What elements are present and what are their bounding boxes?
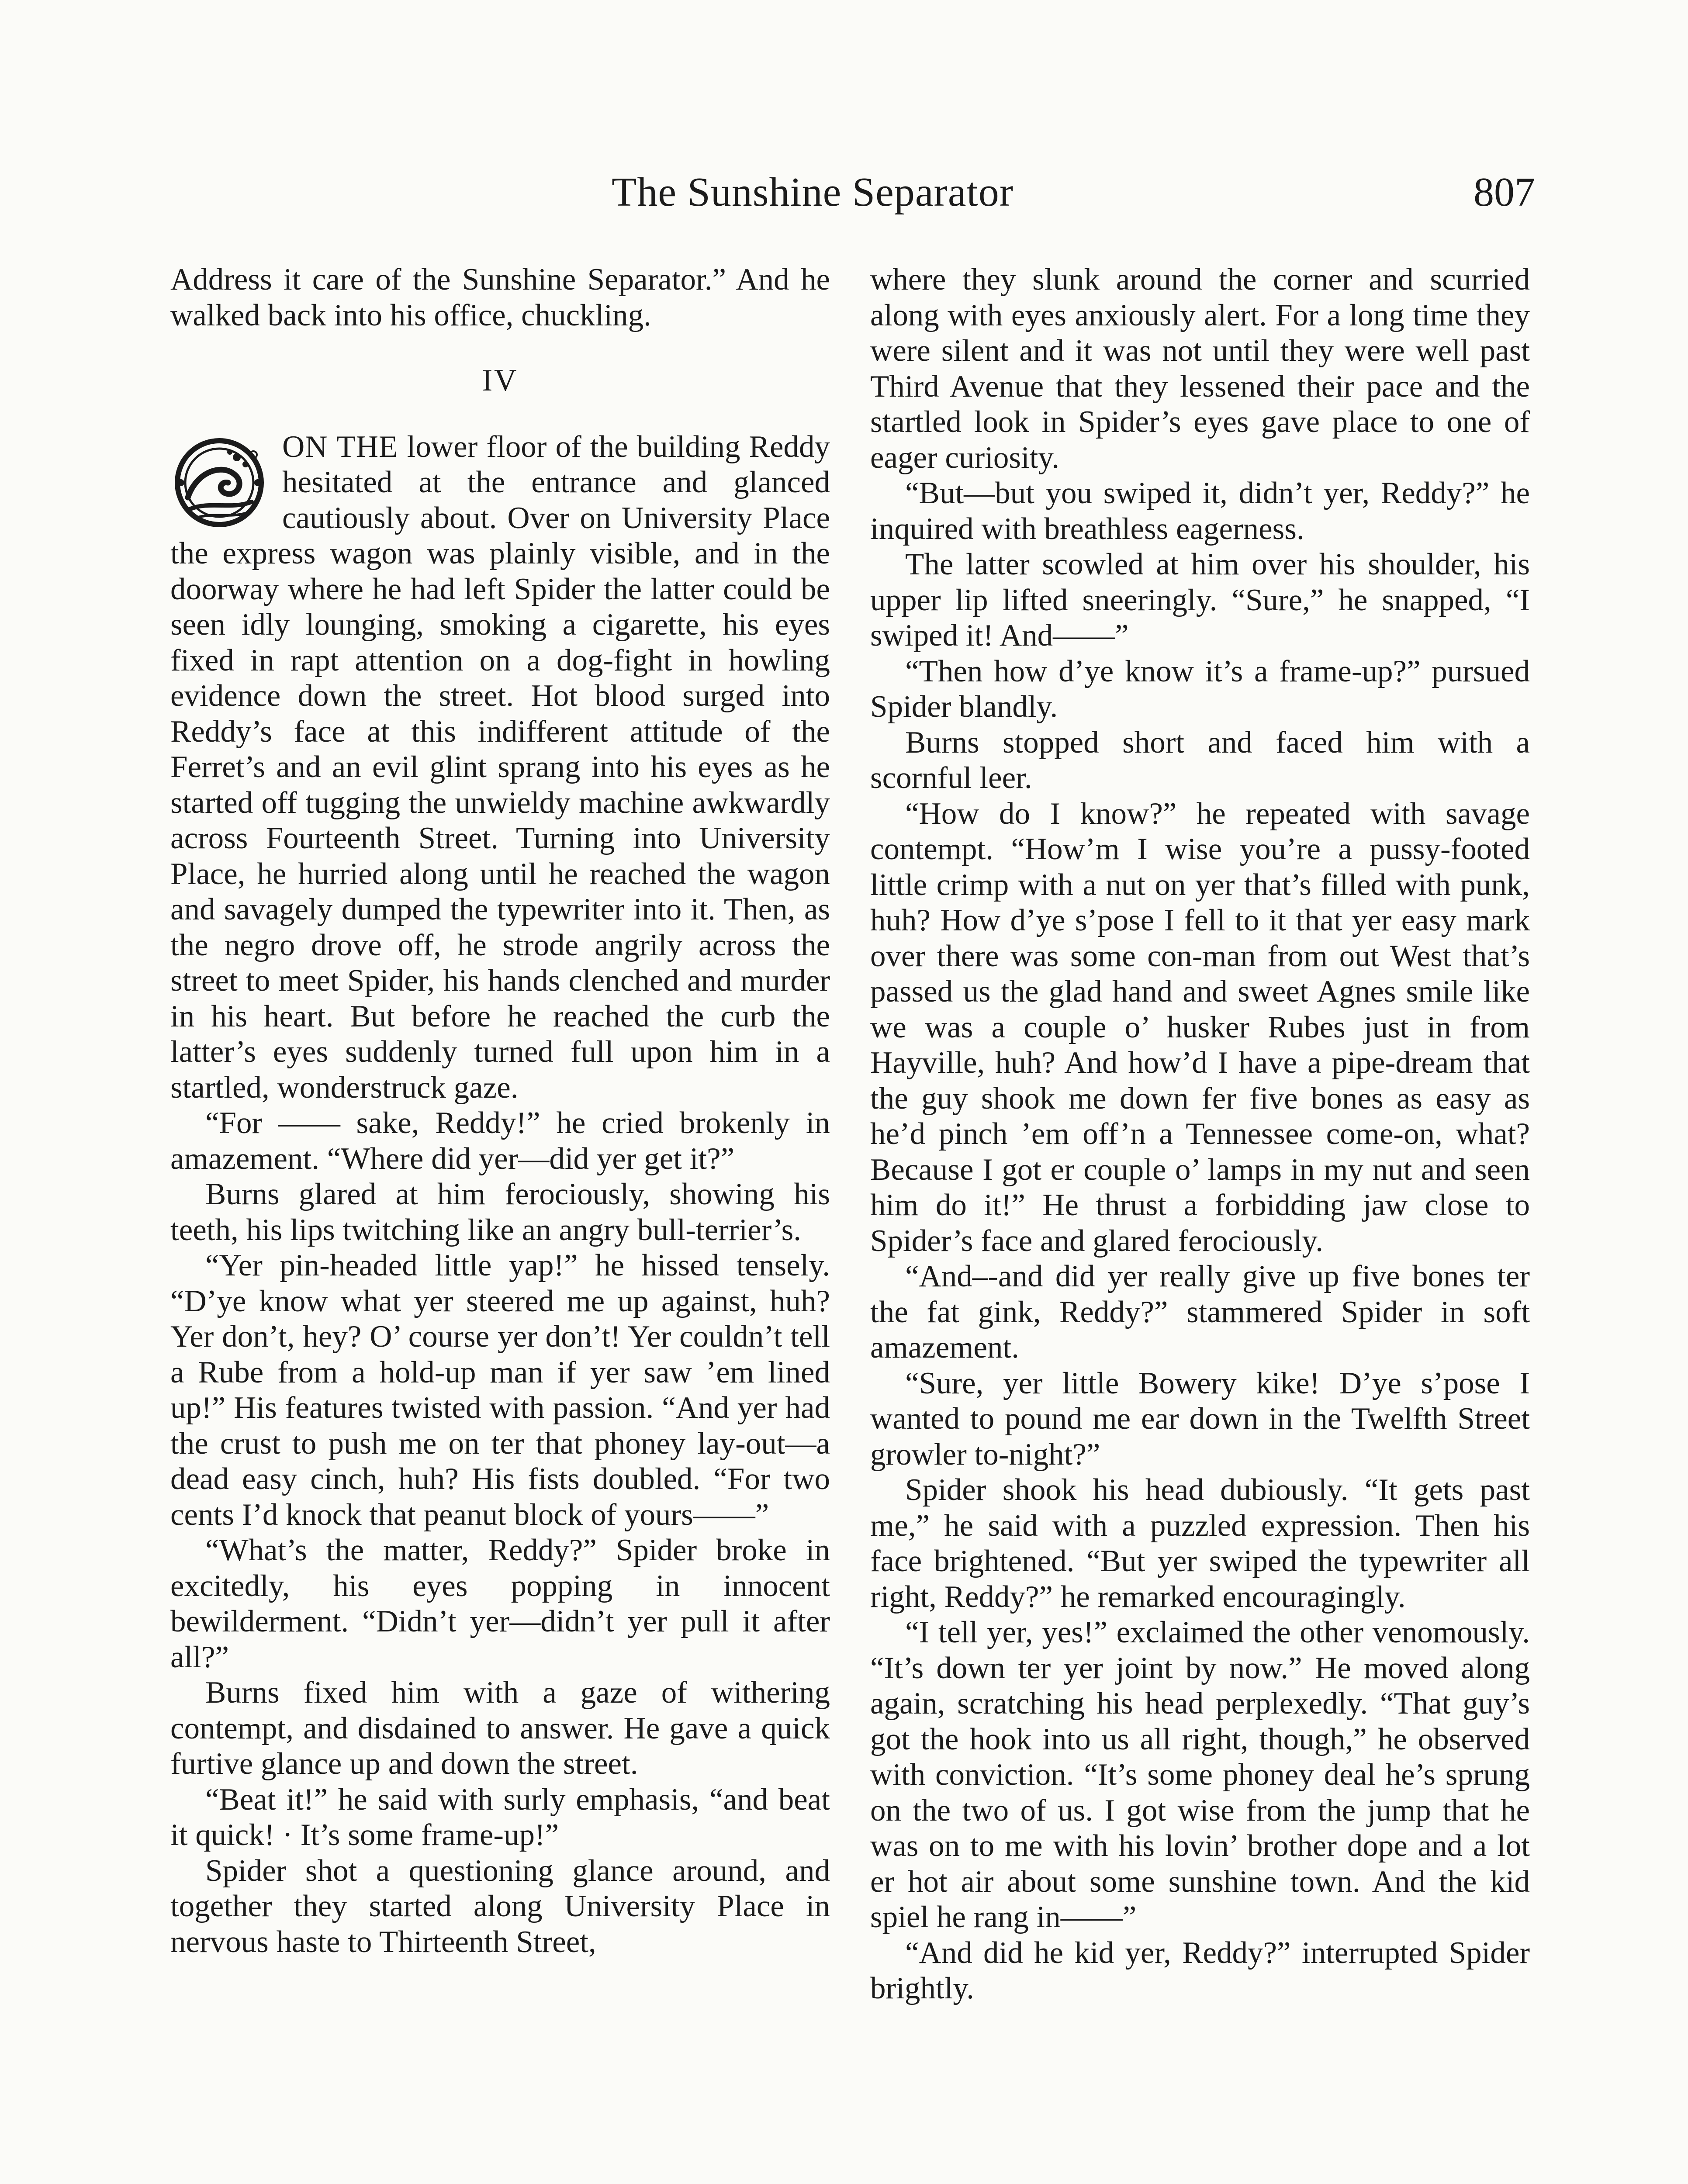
- left-paragraph-0: Address it care of the Sunshine Separator.” And he walked back into his office, chuckling.: [170, 263, 830, 332]
- right-paragraph-5: “How do I know?” he repeated with savage contempt. “How’m I wise you’re a pussy-footed little crimp with a nut on yer that’s filled with punk, huh? How d’ye s’pose I fell to it that yer easy mark over there was some con-man from out West that’s passed us the glad hand and sweet Agnes smile like we was a couple o’ husker Rubes just in from Hayville, huh? And how’d I have a pipe-dream that the guy shook me down fer five bones as easy as he’d pinch ’em off’n a Tennessee come-on, what? Because I got er couple o’ lamps in my nut and seen him do it!” He thrust a forbidding jaw close to Spider’s face and glared ferociously.: [870, 796, 1530, 1258]
- right-paragraph-4: Burns stopped short and faced him with a scornful leer.: [870, 725, 1530, 795]
- left-paragraph-8: Spider shot a questioning glance around, and together they started along University Place in nervous haste to Thirteenth Street,: [170, 1853, 830, 1959]
- right-paragraph-0: where they slunk around the corner and scurried along with eyes anxiously alert. For a long time they were silent and it was not until they were well past Third Avenue that they lessened their pace and the startled look in Spider’s eyes gave place to one of eager curiosity.: [870, 263, 1530, 475]
- left-paragraph-4: “Yer pin-headed little yap!” he hissed tensely. “D’ye know what yer steered me up against, huh? Yer don’t, hey? O’ course yer don’t! Yer couldn’t tell a Rube from a hold-up man if yer saw ’em lined up!” His features twisted with passion. “And yer had the crust to push me on ter that phoney lay-out—a dead easy cinch, huh? His fists doubled. “For two cents I’d knock that peanut block of yours——”: [170, 1248, 830, 1532]
- right-paragraph-10: “And did he kid yer, Reddy?” interrupted Spider brightly.: [870, 1935, 1530, 2005]
- right-paragraph-7: “Sure, yer little Bowery kike! D’ye s’pose I wanted to pound me ear down in the Twelfth Street growler to-night?”: [870, 1366, 1530, 1472]
- left-column: [170, 262, 830, 1960]
- left-paragraph-3: Burns glared at him ferociously, showing his teeth, his lips twitching like an angry bull-terrier’s.: [170, 1177, 830, 1247]
- right-paragraph-3: “Then how d’ye know it’s a frame-up?” pursued Spider blandly.: [870, 654, 1530, 724]
- ornamental-wave-initial-icon: [170, 432, 270, 532]
- right-paragraph-9: “I tell yer, yes!” exclaimed the other venomously. “It’s down ter yer joint by now.” He moved along again, scratching his head perplexedly. “That guy’s got the hook into us all right, though,” he observed with conviction. “It’s some phoney deal he’s sprung on the two of us. I got wise from the jump that he was on to me with his lovin’ brother dope and a lot er hot air about some sunshine town. And the kid spiel he rang in——”: [870, 1615, 1530, 1934]
- left-paragraph-1-text: lower floor of the building Reddy hesitated at the entrance and glanced cautiously about. Over on University Place the express wagon was plainly visible, and in the doorway where he had left Spider the latter could be seen idly lounging, smoking a cigarette, his eyes fixed in rapt attention on a dog-fight in howling evidence down the street. Hot blood surged into Reddy’s face at this indifferent attitude of the Ferret’s and an evil glint sprang into his eyes as he started off tugging the unwieldy machine awkwardly across Fourteenth Street. Turning into University Place, he hurried along until he reached the wagon and savagely dumped the typewriter into it. Then, as the negro drove off, he strode angrily across the street to meet Spider, his hands clenched and murder in his heart. But before he reached the curb the latter’s eyes suddenly turned full upon him in a startled, wonderstruck gaze.: [170, 429, 830, 1105]
- page-number: 807: [1474, 169, 1535, 215]
- right-paragraph-1: “But—but you swiped it, didn’t yer, Reddy?” he inquired with breathless eagerness.: [870, 476, 1530, 546]
- running-title: The Sunshine Separator: [612, 169, 1014, 215]
- right-paragraph-6: “And–-and did yer really give up five bones ter the fat gink, Reddy?” stammered Spider in soft amazement.: [870, 1259, 1530, 1365]
- right-paragraph-2: The latter scowled at him over his shoulder, his upper lip lifted sneeringly. “Sure,” he snapped, “I swiped it! And——”: [870, 547, 1530, 653]
- left-paragraph-1: [170, 429, 830, 1106]
- dropcap-lead-words: ON THE: [282, 429, 398, 464]
- right-column: [870, 262, 1530, 2007]
- running-head: [0, 168, 1688, 216]
- left-paragraph-7: “Beat it!” he said with surly emphasis, “and beat it quick! · It’s some frame-up!”: [170, 1782, 830, 1852]
- left-paragraph-2: “For —— sake, Reddy!” he cried brokenly in amazement. “Where did yer—did yer get it?”: [170, 1106, 830, 1176]
- section-number: IV: [482, 363, 519, 397]
- right-paragraph-8: Spider shook his head dubiously. “It gets past me,” he said with a puzzled expression. Then his face brightened. “But yer swiped the typewriter all right, Reddy?” he remarked encouragingly.: [870, 1473, 1530, 1614]
- left-paragraph-6: Burns fixed him with a gaze of withering contempt, and disdained to answer. He gave a quick furtive glance up and down the street.: [170, 1676, 830, 1781]
- left-paragraph-5: “What’s the matter, Reddy?” Spider broke in excitedly, his eyes popping in innocent bewilderment. “Didn’t yer—didn’t yer pull it after all?”: [170, 1533, 830, 1674]
